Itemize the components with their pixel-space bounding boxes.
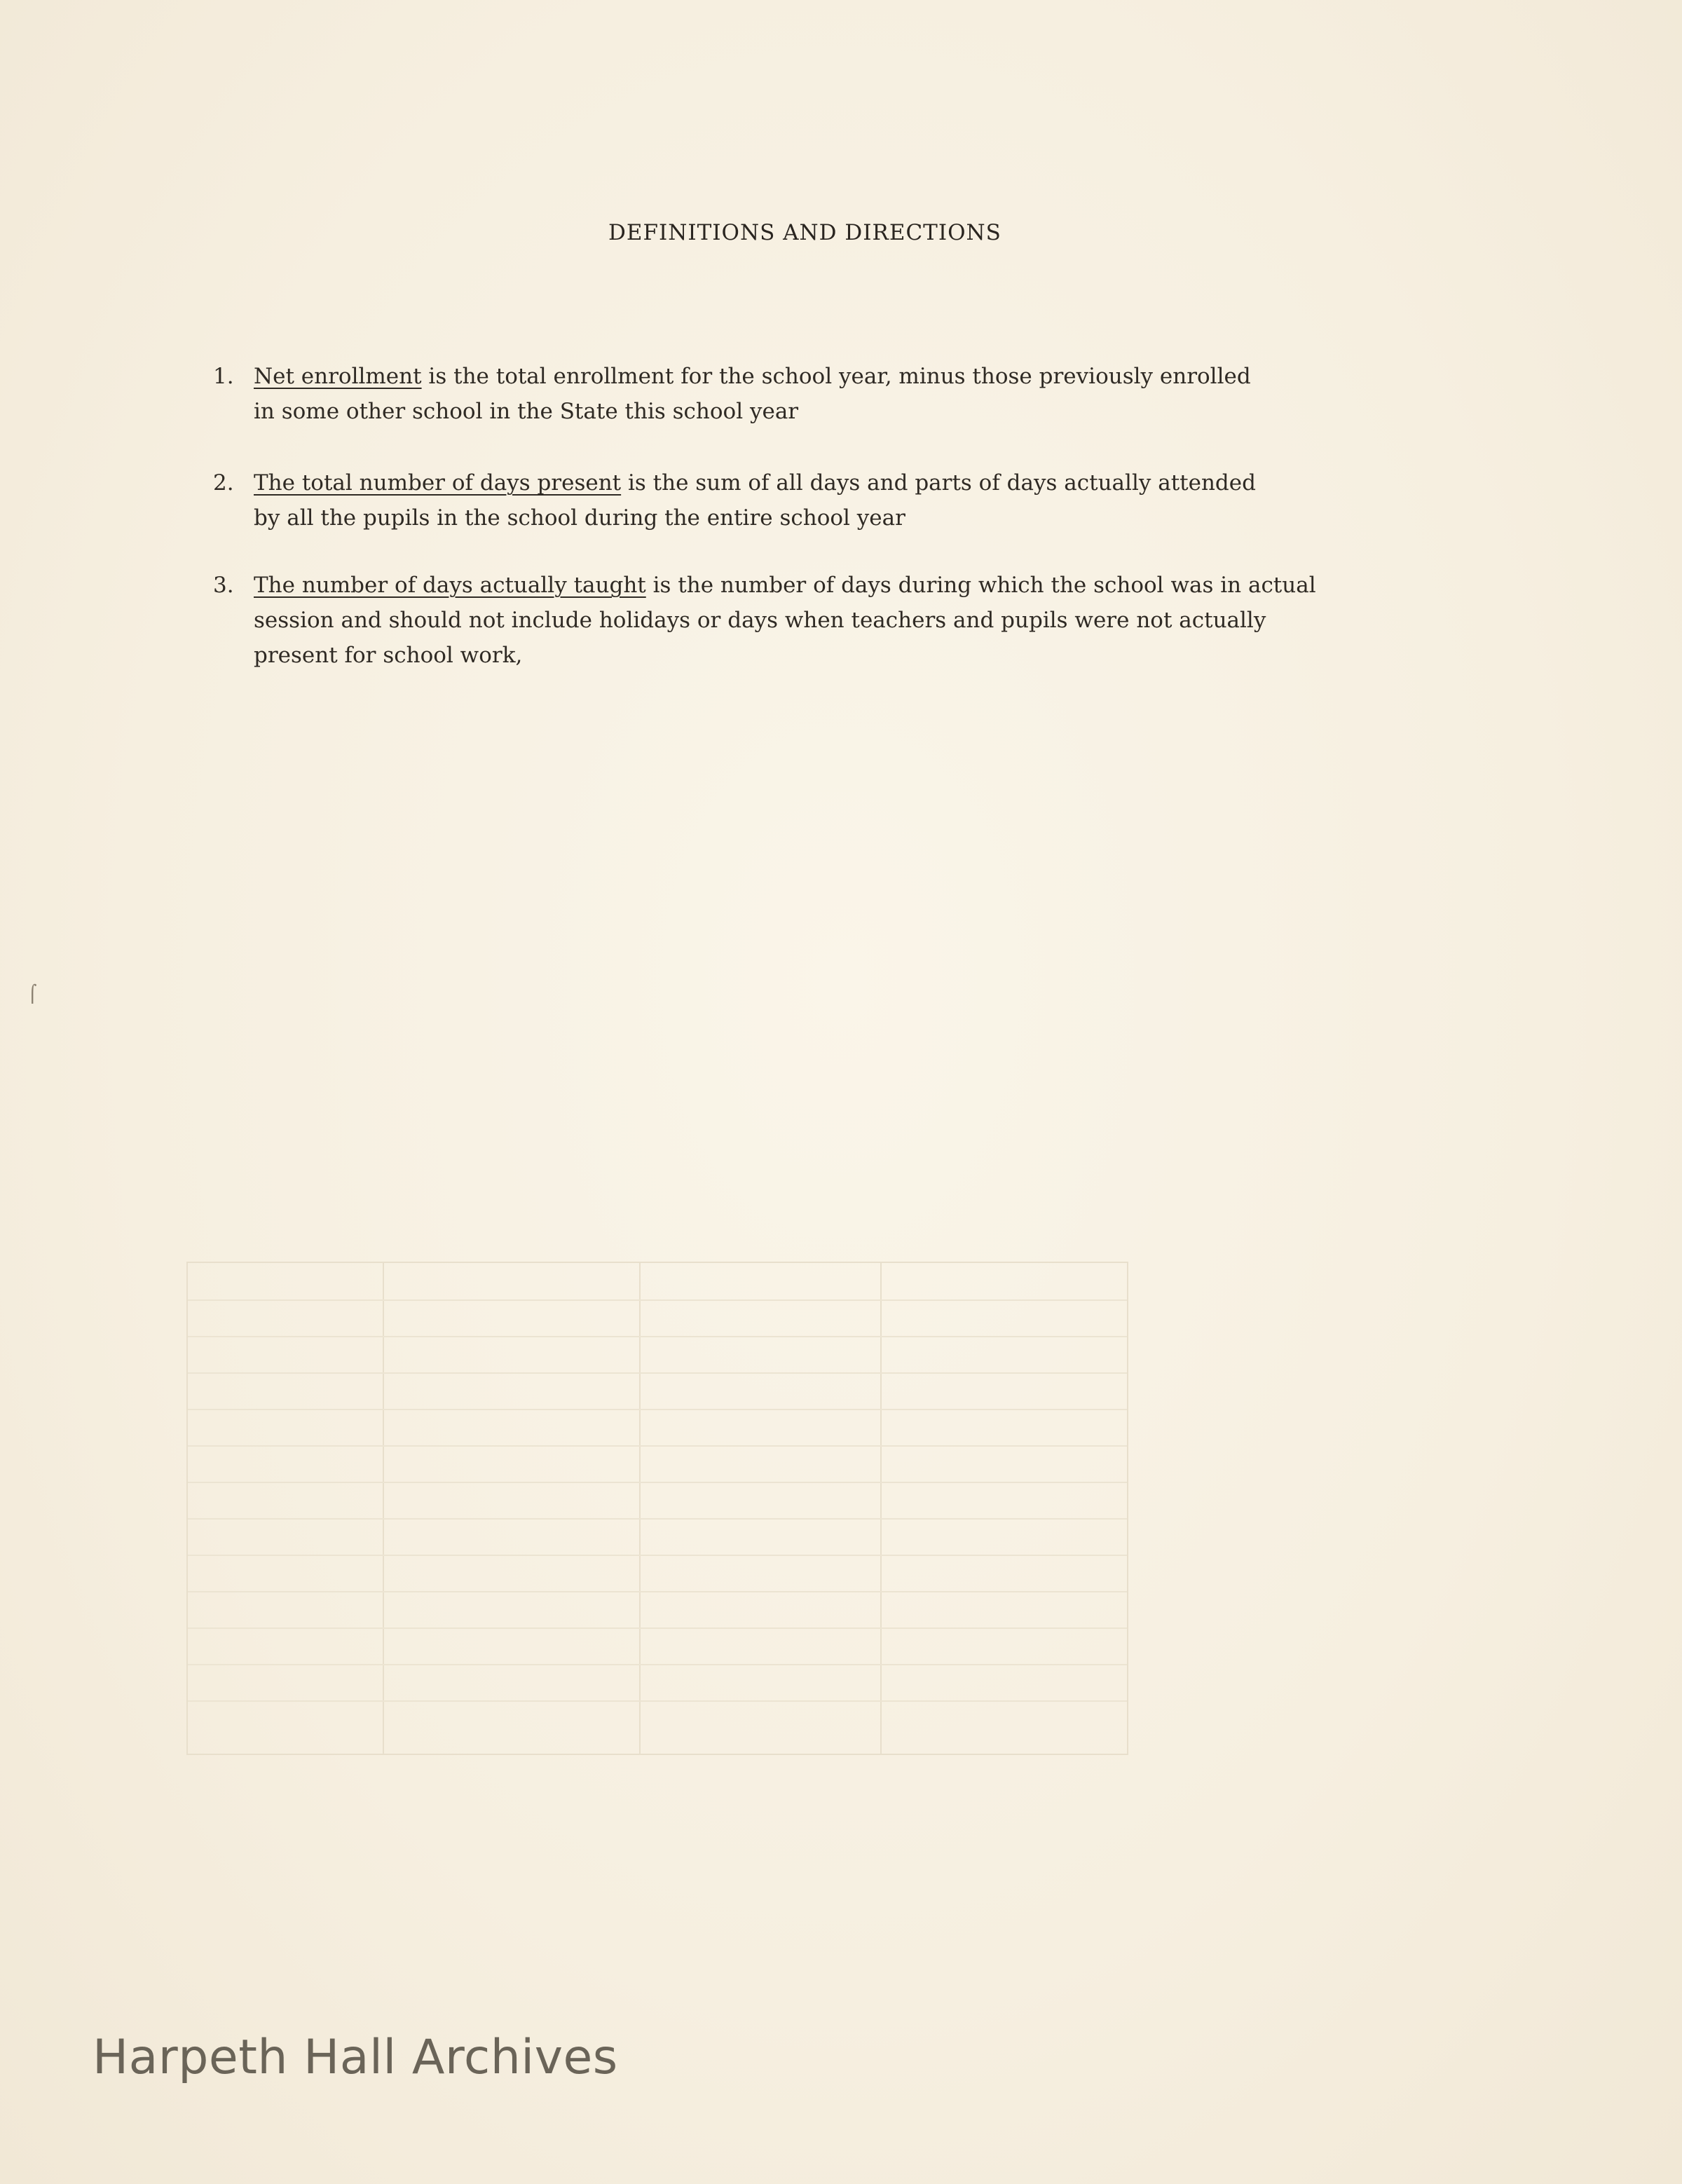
definition-body bbox=[254, 568, 1445, 673]
definition-text-line: by all the pupils in the school during the entire school year bbox=[254, 505, 905, 531]
definition-text-line: present for school work, bbox=[254, 643, 523, 668]
bleed-through-table-ghost bbox=[186, 1262, 1128, 1755]
definition-text-line: is the sum of all days and parts of days actually attended bbox=[621, 470, 1256, 496]
definition-term: The number of days actually taught bbox=[254, 573, 646, 598]
definition-number: 1. bbox=[213, 364, 234, 389]
definition-text-line: session and should not include holidays or days when teachers and pupils were not actually bbox=[254, 608, 1266, 633]
definition-number: 2. bbox=[213, 470, 234, 496]
definition-text-line: is the total enrollment for the school year, minus those previously enrolled bbox=[421, 364, 1251, 389]
definition-body bbox=[254, 465, 1445, 535]
definition-text-line: is the number of days during which the school was in actual bbox=[645, 573, 1316, 598]
definition-number: 3. bbox=[213, 573, 234, 598]
definition-body bbox=[254, 359, 1445, 429]
definition-term: The total number of days present bbox=[254, 470, 622, 496]
margin-mark: ⌠ bbox=[28, 984, 37, 1004]
definition-term: Net enrollment bbox=[254, 364, 422, 389]
page-title: DEFINITIONS AND DIRECTIONS bbox=[608, 220, 1001, 245]
definition-text-line: in some other school in the State this school year bbox=[254, 399, 799, 424]
archive-watermark: Harpeth Hall Archives bbox=[93, 2030, 618, 2085]
